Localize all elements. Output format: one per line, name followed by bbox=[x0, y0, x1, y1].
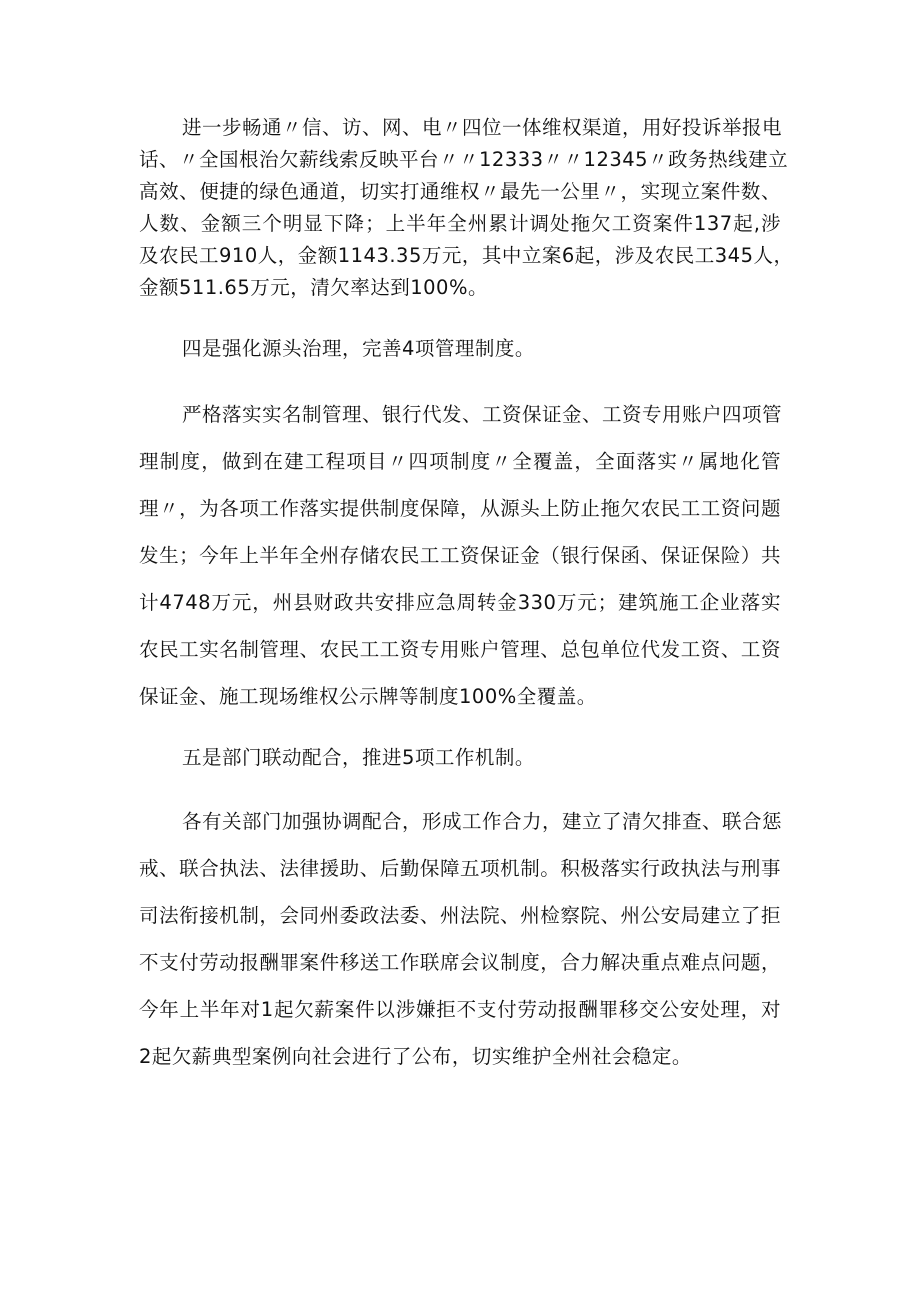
paragraph-line: 理〃，为各项工作落实提供制度保障，从源头上防止拖欠农民工工资问题 bbox=[139, 497, 781, 520]
section-heading-5: 五是部门联动配合，推进5项工作机制。 bbox=[182, 746, 535, 769]
paragraph-line: 进一步畅通〃信、访、网、电〃四位一体维权渠道，用好投诉举报电 bbox=[182, 116, 783, 139]
paragraph-line: 及农民工910人，金额1143.35万元，其中立案6起，涉及农民工345人， bbox=[139, 244, 794, 267]
paragraph-line: 不支付劳动报酬罪案件移送工作联席会议制度，合力解决重点难点问题， bbox=[139, 951, 781, 974]
paragraph-line: 戒、联合执法、法律援助、后勤保障五项机制。积极落实行政执法与刑事 bbox=[139, 857, 781, 880]
paragraph-line: 司法衔接机制，会同州委政法委、州法院、州检察院、州公安局建立了拒 bbox=[139, 904, 781, 927]
paragraph-line: 理制度，做到在建工程项目〃四项制度〃全覆盖，全面落实〃属地化管 bbox=[139, 450, 781, 473]
paragraph-line: 计4748万元，州县财政共安排应急周转金330万元；建筑施工企业落实 bbox=[139, 591, 781, 614]
paragraph-line: 人数、金额三个明显下降；上半年全州累计调处拖欠工资案件137起,涉 bbox=[139, 212, 781, 235]
paragraph-line: 金额511.65万元，清欠率达到100%。 bbox=[139, 276, 488, 299]
paragraph-line: 高效、便捷的绿色通道，切实打通维权〃最先一公里〃，实现立案件数、 bbox=[139, 180, 781, 203]
paragraph-line: 各有关部门加强协调配合，形成工作合力，建立了清欠排查、联合惩 bbox=[182, 810, 783, 833]
paragraph-line: 2起欠薪典型案例向社会进行了公布，切实维护全州社会稳定。 bbox=[139, 1045, 692, 1068]
paragraph-line: 今年上半年对1起欠薪案件以涉嫌拒不支付劳动报酬罪移交公安处理，对 bbox=[139, 998, 781, 1021]
section-heading-4: 四是强化源头治理，完善4项管理制度。 bbox=[182, 337, 535, 360]
paragraph-line: 话、〃全国根治欠薪线索反映平台〃〃12333〃〃12345〃政务热线建立 bbox=[139, 148, 789, 171]
paragraph-line: 严格落实实名制管理、银行代发、工资保证金、工资专用账户四项管 bbox=[182, 403, 783, 426]
paragraph-line: 农民工实名制管理、农民工工资专用账户管理、总包单位代发工资、工资 bbox=[139, 638, 781, 661]
paragraph-line: 保证金、施工现场维权公示牌等制度100%全覆盖。 bbox=[139, 685, 597, 708]
paragraph-line: 发生；今年上半年全州存储农民工工资保证金（银行保函、保证保险）共 bbox=[139, 544, 781, 567]
